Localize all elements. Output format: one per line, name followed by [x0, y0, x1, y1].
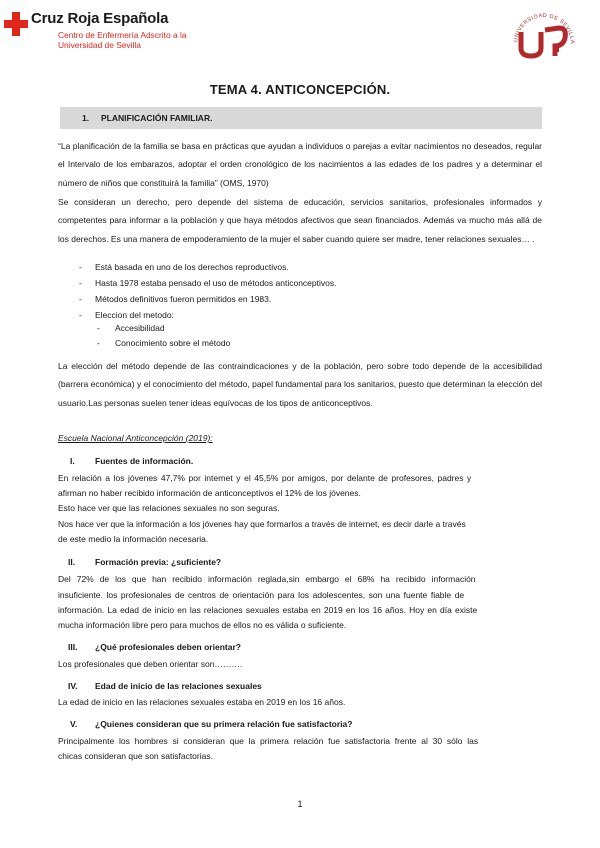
- subsection-number: V.: [70, 719, 78, 729]
- bullet-item: Eleccion del metodo:: [95, 310, 174, 320]
- quote-paragraph: “La planificación de la familia se basa en prácticas que ayudan a individuos o parejas a evitar nacimientos no deseados, regular el Intervalo de los embarazos, adoptar el orden cronológico de los nacimientos a las edades de los padres y a determinar el número de niños que constituirá la familia” (OMS, 1970): [58, 141, 542, 188]
- section-number: 1.: [82, 113, 90, 123]
- section-title: PLANIFICACIÓN FAMILIAR.: [101, 113, 213, 123]
- page-title: TEMA 4. ANTICONCEPCIÓN.: [209, 82, 391, 97]
- text-line: insuficiente. los profesionales de centros de orientación para los adolescentes, son una fuente fiable de: [58, 590, 465, 600]
- page-number: 1: [297, 799, 303, 809]
- text-line: Nos hace ver que la información a los jóvenes hay que formarlos a través de internet, es decir darle a través: [58, 519, 466, 529]
- text-line: afirman no haber recibido información de anticonceptivos el 12% de los jóvenes.: [58, 488, 361, 498]
- bullet-marker: -: [79, 278, 82, 288]
- text-line: chicas consideran que son satisfactorias.: [58, 751, 213, 761]
- subsection-title: Edad de inicio de las relaciones sexuales: [95, 681, 262, 691]
- bullet-marker: -: [79, 262, 82, 272]
- subsection-number: I.: [70, 456, 75, 466]
- text-line: de este medio la información necesaria.: [58, 534, 209, 544]
- text-line: Los profesionales que deben orientar son……….: [58, 659, 243, 669]
- org-subtitle-line-1: Centro de Enfermería Adscrito a la: [58, 30, 187, 40]
- text-line: La edad de inicio en las relaciones sexuales estaba en 2019 en los 16 años.: [58, 697, 346, 707]
- subsection-title: ¿Qué profesionales deben orientar?: [95, 642, 241, 652]
- bullet-marker: -: [79, 310, 82, 320]
- subsection-number: III.: [68, 642, 78, 652]
- org-subtitle: [58, 30, 228, 50]
- text-line: Del 72% de los que han recibido información reglada,sin embargo el 68% ha recibido información: [58, 574, 476, 584]
- text-line: Esto hace ver que las relaciones sexuales no son seguras.: [58, 503, 280, 513]
- text-line: mucha información libre pero para muchos de ellos no es válida o suficiente.: [58, 620, 347, 630]
- org-name: Cruz Roja Española: [31, 10, 169, 27]
- svg-text:UNIVERSIDAD DE SEVILLA: UNIVERSIDAD DE SEVILLA: [513, 12, 576, 45]
- red-cross-icon: [4, 12, 28, 36]
- org-subtitle-line-2: Universidad de Sevilla: [58, 40, 141, 50]
- subsection-number: IV.: [68, 681, 78, 691]
- sub-bullet-item: Conocimiento sobre el método: [115, 338, 231, 348]
- survey-title: Escuela Nacional Anticoncepción (2019):: [58, 433, 213, 443]
- rights-paragraph: Se consideran un derecho, pero depende del sistema de educación, servicios sanitarios, profesionales informados y competentes para informar a la población y que haya métodos afectivos que sean financiados. Además va mucho más allá de los derechos. Es una manera de empoderamiento de la mujer el saber cuando quiere ser madre, tener relaciones sexuales… .: [58, 197, 542, 244]
- bullet-marker: -: [79, 294, 82, 304]
- text-line: información. La edad de inicio en las relaciones sexuales estaba en 2019 en los 16 años. Hoy en día existe: [58, 605, 478, 615]
- method-choice-paragraph: La elección del método depende de las contraindicaciones y de la población, pero sobre todo depende de la accesibilidad (barrera económica) y el conocimiento del método, papel fundamental para los sanitarios, puesto que determinan la elección del usuario.Las personas suelen tener ideas equívocas de los tipos de anticonceptivos.: [58, 361, 542, 408]
- bullet-item: Métodos definitivos fueron permitidos en 1983.: [95, 294, 272, 304]
- subsection-title: Fuentes de información.: [95, 456, 194, 466]
- bullet-item: Hasta 1978 estaba pensado el uso de métodos anticonceptivos.: [95, 278, 337, 288]
- text-line: En relación a los jóvenes 47,7% por internet y el 45,5% por amigos, por delante de profesores, padres y: [58, 473, 472, 483]
- text-line: Principalmente los hombres si consideran que la primera relación fue satisfactoria frente al 30 sólo las: [58, 736, 479, 746]
- sub-bullet-item: Accesibilidad: [115, 323, 165, 333]
- sub-bullet-marker: -: [97, 323, 100, 333]
- bullet-item: Está basada en uno de los derechos reproductivos.: [95, 262, 289, 272]
- subsection-title: Formación previa: ¿suficiente?: [95, 557, 222, 567]
- sub-bullet-marker: -: [97, 338, 100, 348]
- subsection-title: ¿Quienes consideran que su primera relación fue satisfactoria?: [95, 719, 353, 729]
- university-seal-logo: [509, 4, 579, 62]
- subsection-number: II.: [68, 557, 76, 567]
